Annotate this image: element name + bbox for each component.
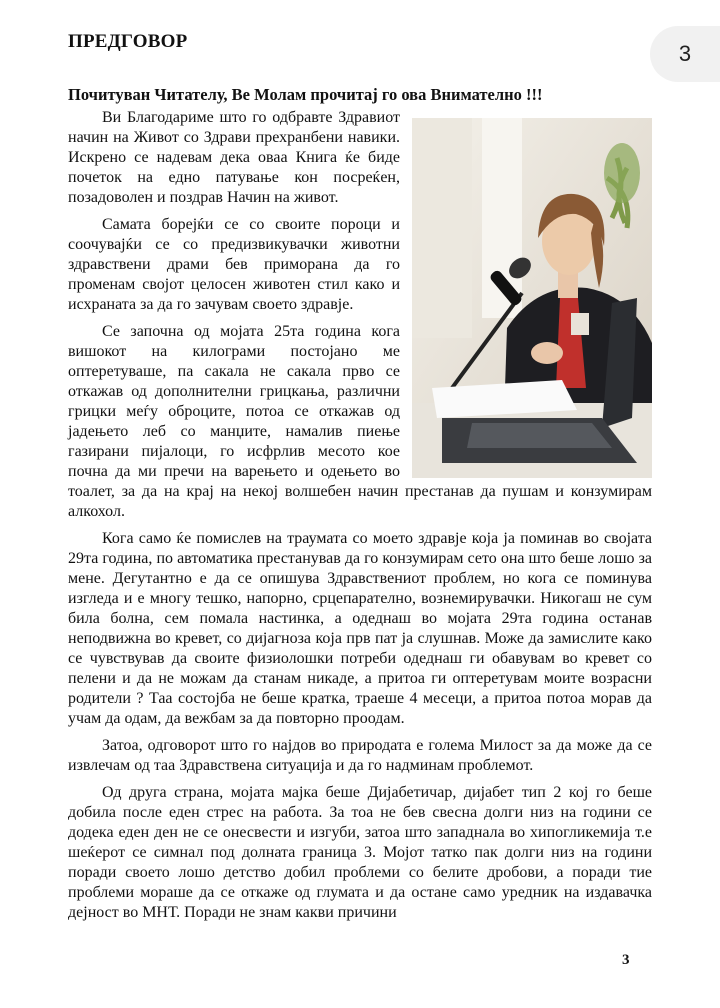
page-heading: ПРЕДГОВОР (68, 31, 188, 52)
paragraph-2: Самата борејќи се со своите пороци и соочувајќи се со предизвикувачки животни здравствени драми бев приморана да го променам својот целосен животен стил како и исхраната за да го зачувам своето здравје. (68, 216, 400, 313)
paragraph-4: Кога само ќе помислев на траумата со моето здравје која ја поминав во својата 29та година, по автоматика престанував да го конзумирам сето она што беше лошо за мене. Дегутантно е да се опишува Здравствениот проблем, но кога се поминува изгледа и е многу тешко, напорно, срцепарателно, вознемирувачки. Никогаш не сум била болна, сем помала настинка, а одеднаш во мојата 29та година останав неподвижна во кревет, со дијагноза која прв пат ја слушнав. Може да замислите како се чувствував да своите физиолошки потреби одеднаш ги обавувам во кревет со пелени и да не можам да станам никаде, а притоа ги оптеретувам моите возрасни родители ? Таа состојба не беше кратка, траеше 4 месеци, а притоа потоа морав да учам да одам, да вежбам за да повторно проодам. (68, 530, 652, 727)
author-photo-illustration (412, 118, 652, 478)
body-text (68, 108, 652, 930)
paragraph-6: Од друга страна, мојата мајка беше Дијабетичар, дијабет тип 2 кој го беше добила после еден стрес на работа. За тоа не бев свесна долги низ на години се додека еден ден не се онесвести и изгуби, затоа што западнала во хипогликемија т.е шеќерот се симнал под долната граница 3. Мојот татко пак долги низ на години поради своето лошо детство добил проблеми со белите дробови, а поради тие проблеми мораше да се откаже од глумата и да остане само уредник на издавачка дејност во МНТ. Поради не знам какви причини (68, 784, 652, 921)
paragraph-3: Се започна од мојата 25та година кога вишокот на килограми постојано ме оптеретуваше, па сакала не сакала прво се откажав од дополнителни грицкања, различни грицки меѓу оброците, потоа се откажав од јадењето леб со манџите, намалив пиење газирани пијалоци, го исфрлив месото кое почна да ми пречи на варењето и одењето во тоалет, за да на крај на некој волшебен начин престанав да пушам и конзумирам алкохол. (68, 323, 652, 520)
author-photo (412, 118, 652, 478)
paragraph-1: Ви Благодариме што го одбравте Здравиот начин на Живот со Здрави прехранбени навики. Искрено се надевам дека оваа Книга ќе биде почеток на едно патување кон посреќен, позадоволен и поздрав Начин на живот. (68, 109, 400, 206)
page-number-tab: 3 (650, 26, 720, 82)
page-number: 3 (622, 952, 630, 968)
paragraph-5: Затоа, одговорот што го најдов во природата е голема Милост за да може да се извлечам од таа Здравствена ситуација и да го надминам проблемот. (68, 737, 652, 774)
page-subheading: Почитуван Читателу, Ве Молам прочитај го ова Внимателно !!! (68, 85, 543, 104)
